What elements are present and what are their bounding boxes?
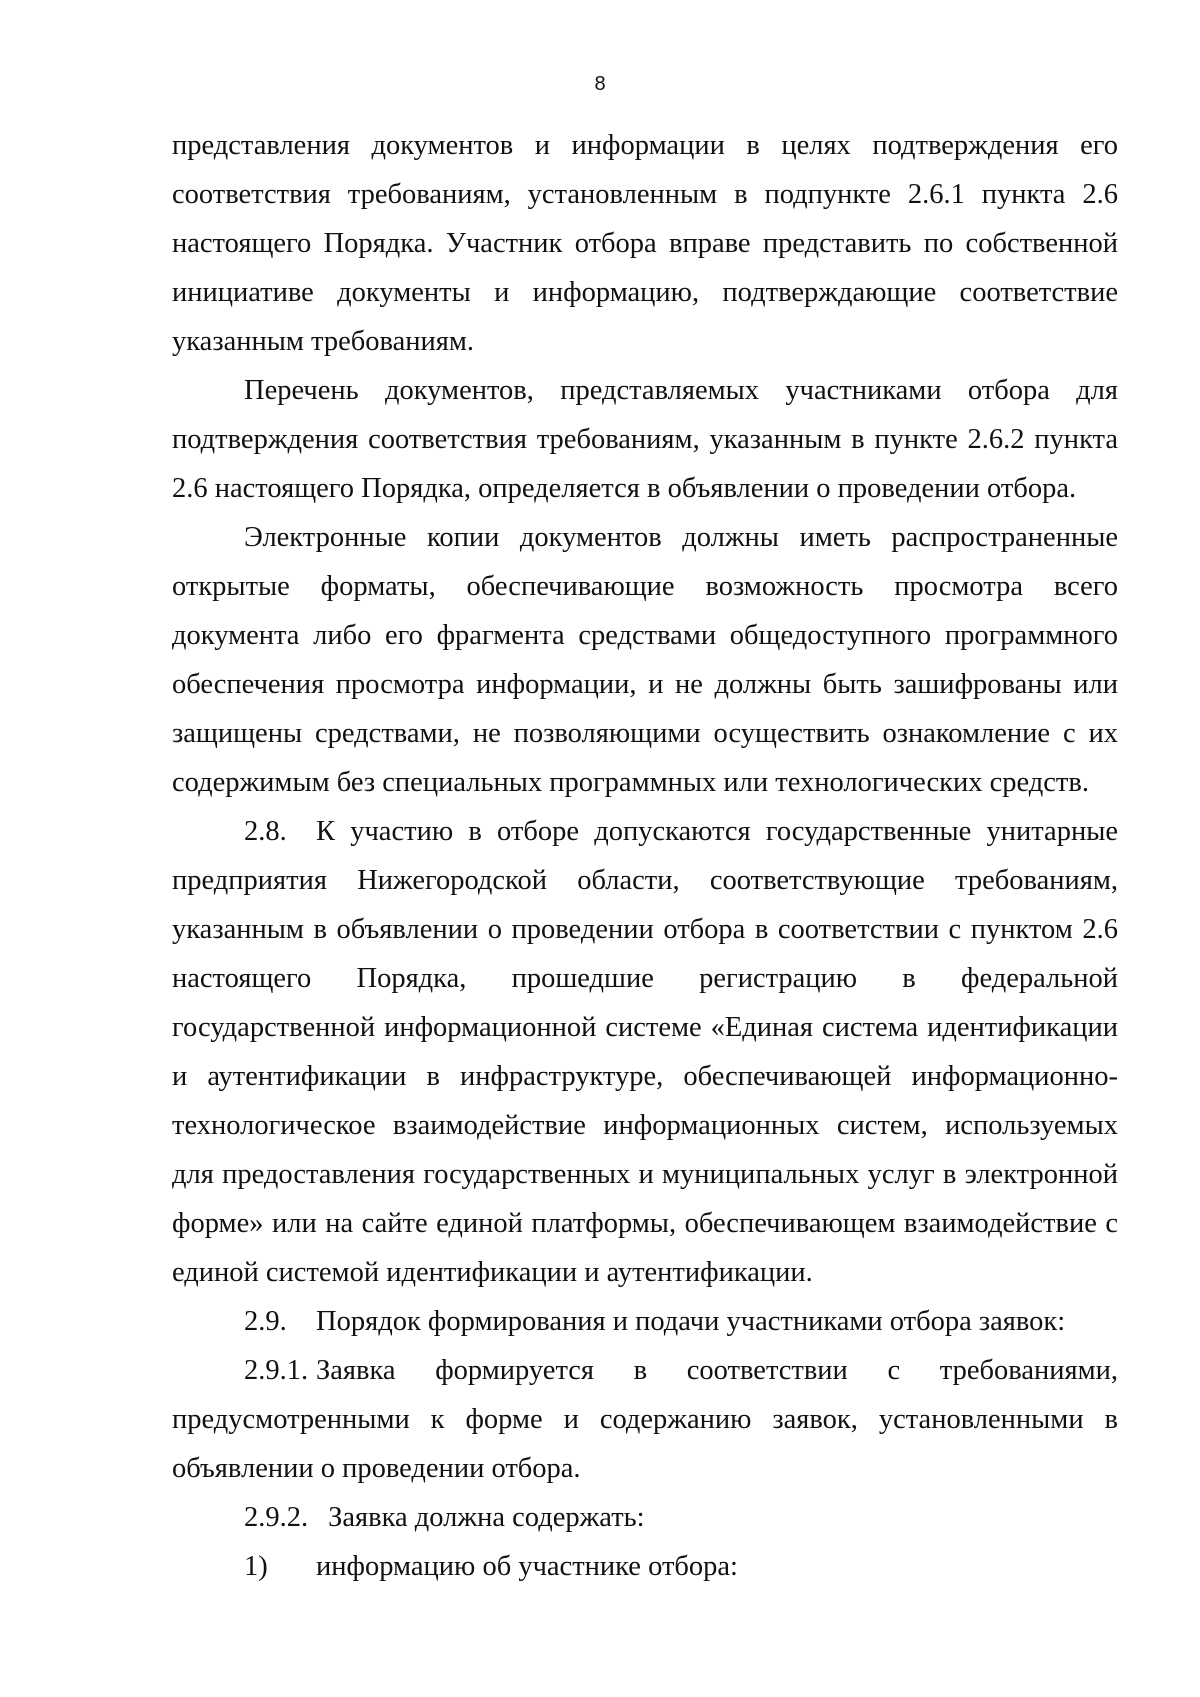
page-number: 8 — [594, 73, 606, 95]
paragraph-documents-list: Перечень документов, представляемых участниками отбора для подтверждения соответствия требованиям, указанным в пункте 2.6.2 пункта 2.6 настоящего Порядка, определяется в объявлении о проведении отбора. — [172, 375, 1118, 504]
clause-number: 2.8. — [244, 816, 287, 847]
document-body — [172, 121, 1118, 1591]
paragraph-2-8 — [172, 807, 1118, 1297]
paragraph-item-1 — [172, 1542, 1118, 1591]
clause-text: К участию в отборе допускаются государственные унитарные предприятия Нижегородской области, соответствующие требованиям, указанным в объявлении о проведении отбора в соответствии с пунктом 2.6 настоящего Порядка, прошедшие регистрацию в федеральной государственной информационной системе «Единая система идентификации и аутентификации в инфраструктуре, обеспечивающей информационно-технологическое взаимодействие информационных систем, используемых для предоставления государственных и муниципальных услуг в электронной форме» или на сайте единой платформы, обеспечивающем взаимодействие с единой системой идентификации и аутентификации. — [172, 816, 1118, 1288]
clause-number: 2.9.2. — [244, 1502, 309, 1533]
paragraph-2-9 — [172, 1297, 1118, 1346]
paragraph-2-9-2 — [172, 1493, 1118, 1542]
clause-number: 2.9.1. — [244, 1355, 309, 1386]
paragraph-electronic-copies: Электронные копии документов должны иметь распространенные открытые форматы, обеспечивающие возможность просмотра всего документа либо его фрагмента средствами общедоступного программного обеспечения просмотра информации, и не должны быть зашифрованы или защищены средствами, не позволяющими осуществить ознакомление с их содержимым без специальных программных или технологических средств. — [172, 522, 1118, 798]
clause-text: Порядок формирования и подачи участниками отбора заявок: — [316, 1306, 1066, 1337]
paragraph-continuation: представления документов и информации в целях подтверждения его соответствия требованиям, установленным в подпункте 2.6.1 пункта 2.6 настоящего Порядка. Участник отбора вправе представить по собственной инициативе документы и информацию, подтверждающие соответствие указанным требованиям. — [172, 130, 1118, 357]
clause-text: Заявка должна содержать: — [328, 1502, 645, 1533]
clause-number: 2.9. — [244, 1306, 287, 1337]
clause-text: Заявка формируется в соответствии с требованиями, предусмотренными к форме и содержанию заявок, установленными в объявлении о проведении отбора. — [172, 1355, 1118, 1484]
list-item-number: 1) — [244, 1551, 268, 1582]
list-item-text: информацию об участнике отбора: — [316, 1551, 738, 1582]
paragraph-2-9-1 — [172, 1346, 1118, 1493]
